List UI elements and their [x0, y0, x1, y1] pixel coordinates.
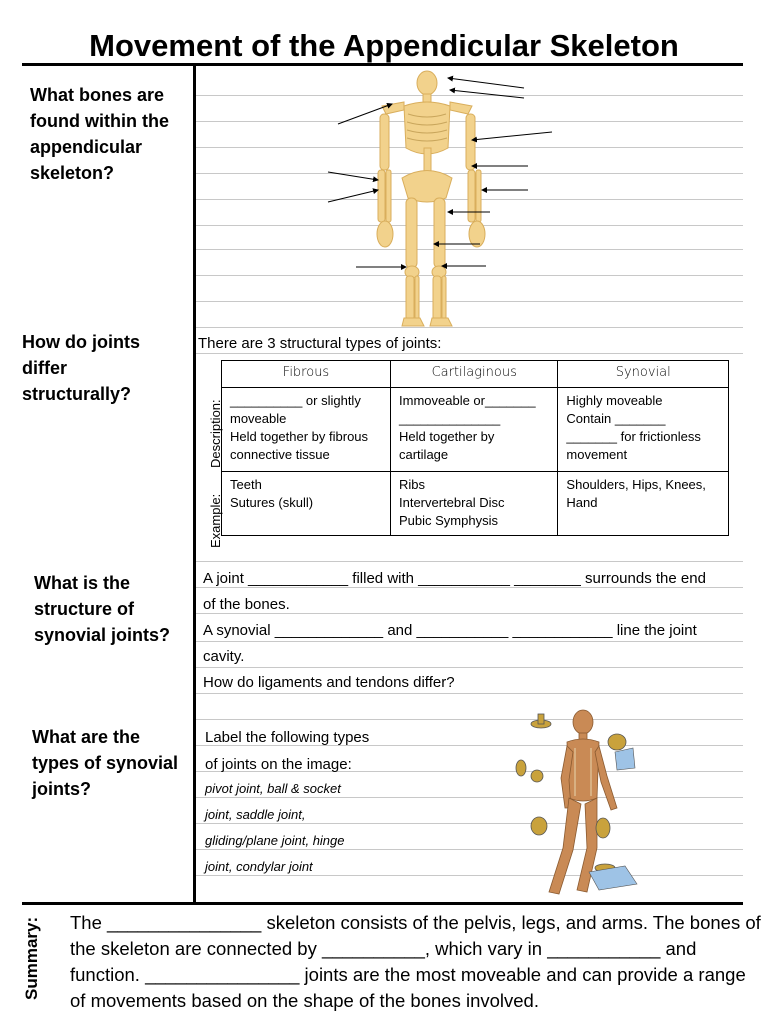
row-label-description: Description:	[208, 399, 223, 468]
cell-fibrous-example: Teeth Sutures (skull)	[222, 472, 391, 536]
joint-list-2: joint, saddle joint,	[205, 807, 306, 822]
header-fibrous: Fibrous	[222, 361, 391, 388]
table-header-row	[222, 361, 729, 388]
synovial-line-4: cavity.	[203, 648, 245, 665]
ligaments-question: How do ligaments and tendons differ?	[203, 674, 455, 691]
synovial-line-3: A synovial _____________ and ___________ ____________ line the joint	[203, 622, 697, 639]
synovial-line-1: A joint ____________ filled with ___________ ________ surrounds the end	[203, 570, 706, 587]
summary-label: Summary:	[22, 916, 41, 1000]
human-joints-image	[505, 708, 645, 900]
label-instructions-1: Label the following types	[205, 729, 370, 746]
cell-cartilaginous-example: Ribs Intervertebral Disc Pubic Symphysis	[391, 472, 558, 536]
header-synovial: Synovial	[558, 361, 729, 388]
left-column-divider	[193, 66, 196, 903]
joint-list-1: pivot joint, ball & socket	[205, 781, 341, 796]
question-synovial-types: What are the types of synovial joints?	[32, 727, 179, 799]
summary-divider	[22, 902, 743, 905]
joint-types-table	[221, 360, 729, 536]
joint-list-4: joint, condylar joint	[205, 859, 313, 874]
joints-intro: There are 3 structural types of joints:	[198, 335, 442, 352]
title-underline	[22, 63, 743, 66]
table-row	[222, 472, 729, 536]
row-label-example: Example:	[208, 493, 223, 548]
question-joints-structure: How do joints differ structurally?	[22, 332, 140, 404]
header-cartilaginous: Cartilaginous	[391, 361, 558, 388]
label-instructions-2: of joints on the image:	[205, 756, 352, 773]
cell-cartilaginous-description: Immoveable or_______ ______________ Held together by cartilage	[391, 388, 558, 472]
label-arrows	[320, 68, 560, 278]
cell-synovial-description: Highly moveable Contain _______ _______ for frictionless movement	[558, 388, 729, 472]
synovial-line-2: of the bones.	[203, 596, 290, 613]
cell-synovial-example: Shoulders, Hips, Knees, Hand	[558, 472, 729, 536]
cell-fibrous-description: __________ or slightly moveable Held together by fibrous connective tissue	[222, 388, 391, 472]
question-appendicular-bones: What bones are found within the appendicular skeleton?	[30, 85, 169, 183]
joint-list-3: gliding/plane joint, hinge	[205, 833, 345, 848]
question-synovial-structure: What is the structure of synovial joints?	[34, 573, 171, 645]
summary-text: The _______________ skeleton consists of the pelvis, legs, and arms. The bones of the skeleton are connected by __________, which vary in ___________ and function. _______________ joints are the most moveable and can provide a range of movements based on the shape of the bones involved.	[70, 912, 761, 1011]
table-row	[222, 388, 729, 472]
page-title: Movement of the Appendicular Skeleton	[89, 28, 679, 63]
